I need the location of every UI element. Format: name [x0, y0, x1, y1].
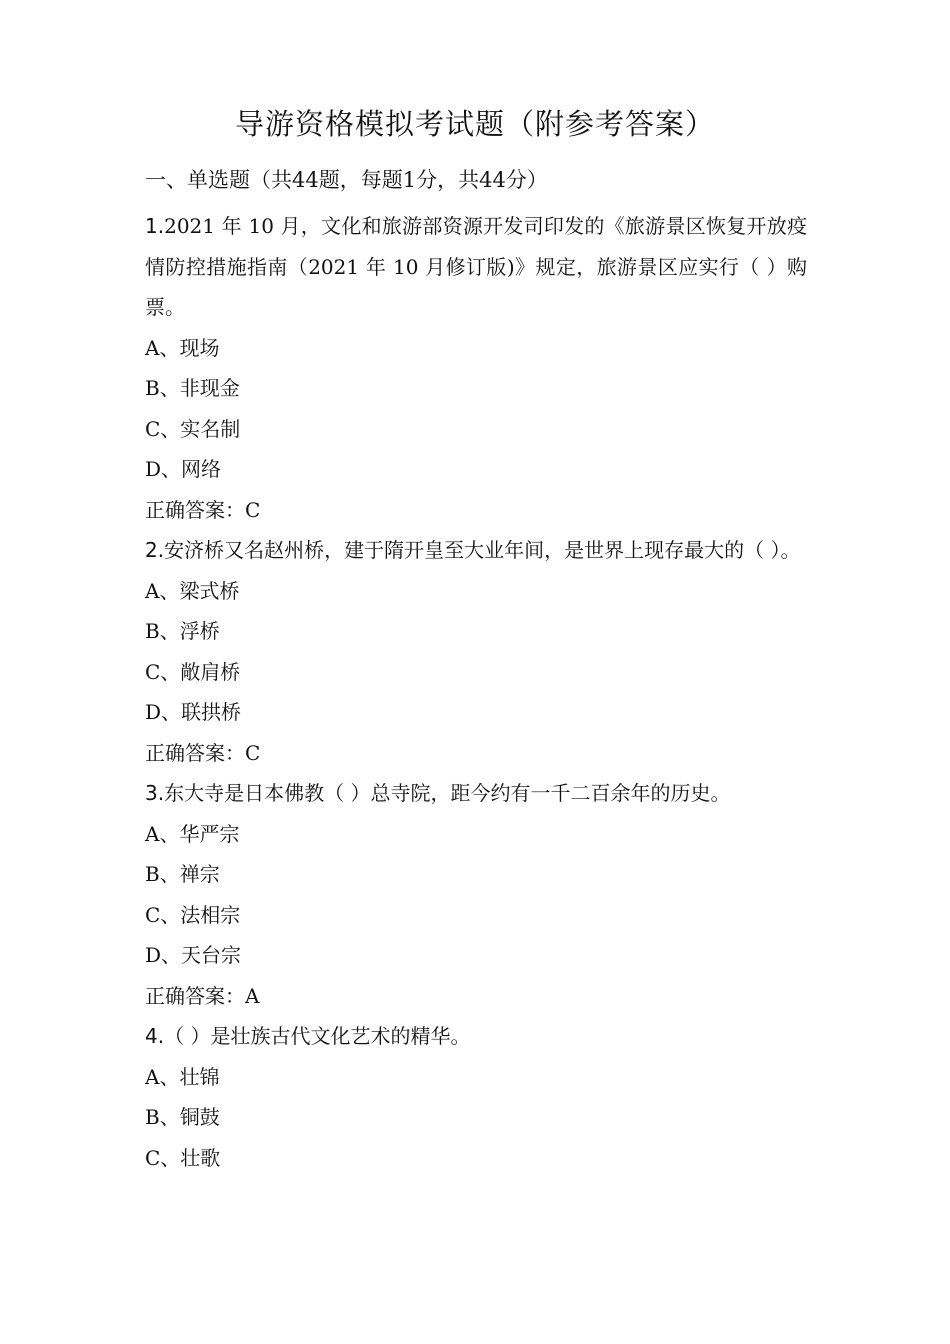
question-3-text	[145, 773, 807, 814]
question-3-option-b: B、禅宗	[145, 862, 220, 886]
answer-value: C	[245, 497, 261, 522]
question-4-text	[145, 1016, 807, 1057]
answer-prefix: 正确答案：	[145, 983, 245, 1008]
document-title: 导游资格模拟考试题（附参考答案）	[234, 107, 715, 141]
question-1-option-b: B、非现金	[145, 376, 240, 400]
answer-prefix: 正确答案：	[145, 497, 245, 522]
question-4-option-b: B、铜鼓	[145, 1105, 220, 1129]
question-2-option-d: D、联拱桥	[145, 700, 242, 724]
question-3	[145, 773, 807, 1016]
question-2-answer	[145, 733, 807, 774]
answer-prefix: 正确答案：	[145, 740, 245, 765]
question-list	[145, 206, 807, 1178]
question-4	[145, 1016, 807, 1178]
question-1-option-a: A、现场	[145, 335, 220, 360]
question-1-option-d: D、网络	[145, 457, 222, 481]
question-3-answer	[145, 976, 807, 1017]
question-1-stem: 2021 年 10 月，文化和旅游部资源开发司印发的《旅游景区恢复开放疫情防控措施指南（2021 年 10 月修订版)》规定，旅游景区应实行（ ）购票。	[145, 214, 807, 319]
question-3-number: 3.	[145, 781, 165, 805]
question-1	[145, 206, 807, 530]
question-1-text	[145, 206, 807, 328]
question-3-option-c: C、法相宗	[145, 902, 241, 927]
section-heading: 一、单选题（共44题，每题1分，共44分）	[145, 168, 548, 192]
question-2-option-a: A、梁式桥	[145, 578, 240, 603]
question-2	[145, 530, 807, 773]
question-1-answer	[145, 490, 807, 531]
question-2-option-c: C、敞肩桥	[145, 659, 241, 684]
question-4-option-a: A、壮锦	[145, 1064, 220, 1089]
question-3-stem: 东大寺是日本佛教（ ）总寺院，距今约有一千二百余年的历史。	[164, 781, 731, 805]
question-2-option-b: B、浮桥	[145, 619, 220, 643]
question-1-option-c: C、实名制	[145, 416, 241, 441]
answer-value: C	[245, 740, 261, 765]
question-4-number: 4.	[145, 1024, 165, 1048]
question-4-stem: （ ）是壮族古代文化艺术的精华。	[164, 1024, 471, 1048]
question-1-number: 1.	[145, 214, 165, 238]
question-3-option-d: D、天台宗	[145, 943, 242, 967]
question-2-number: 2.	[145, 538, 165, 562]
question-3-option-a: A、华严宗	[145, 821, 240, 846]
answer-value: A	[245, 983, 260, 1008]
question-2-stem: 安济桥又名赵州桥，建于隋开皇至大业年间，是世界上现存最大的（ ）。	[164, 538, 801, 562]
question-2-text	[145, 530, 807, 571]
question-4-option-c: C、壮歌	[145, 1145, 221, 1170]
